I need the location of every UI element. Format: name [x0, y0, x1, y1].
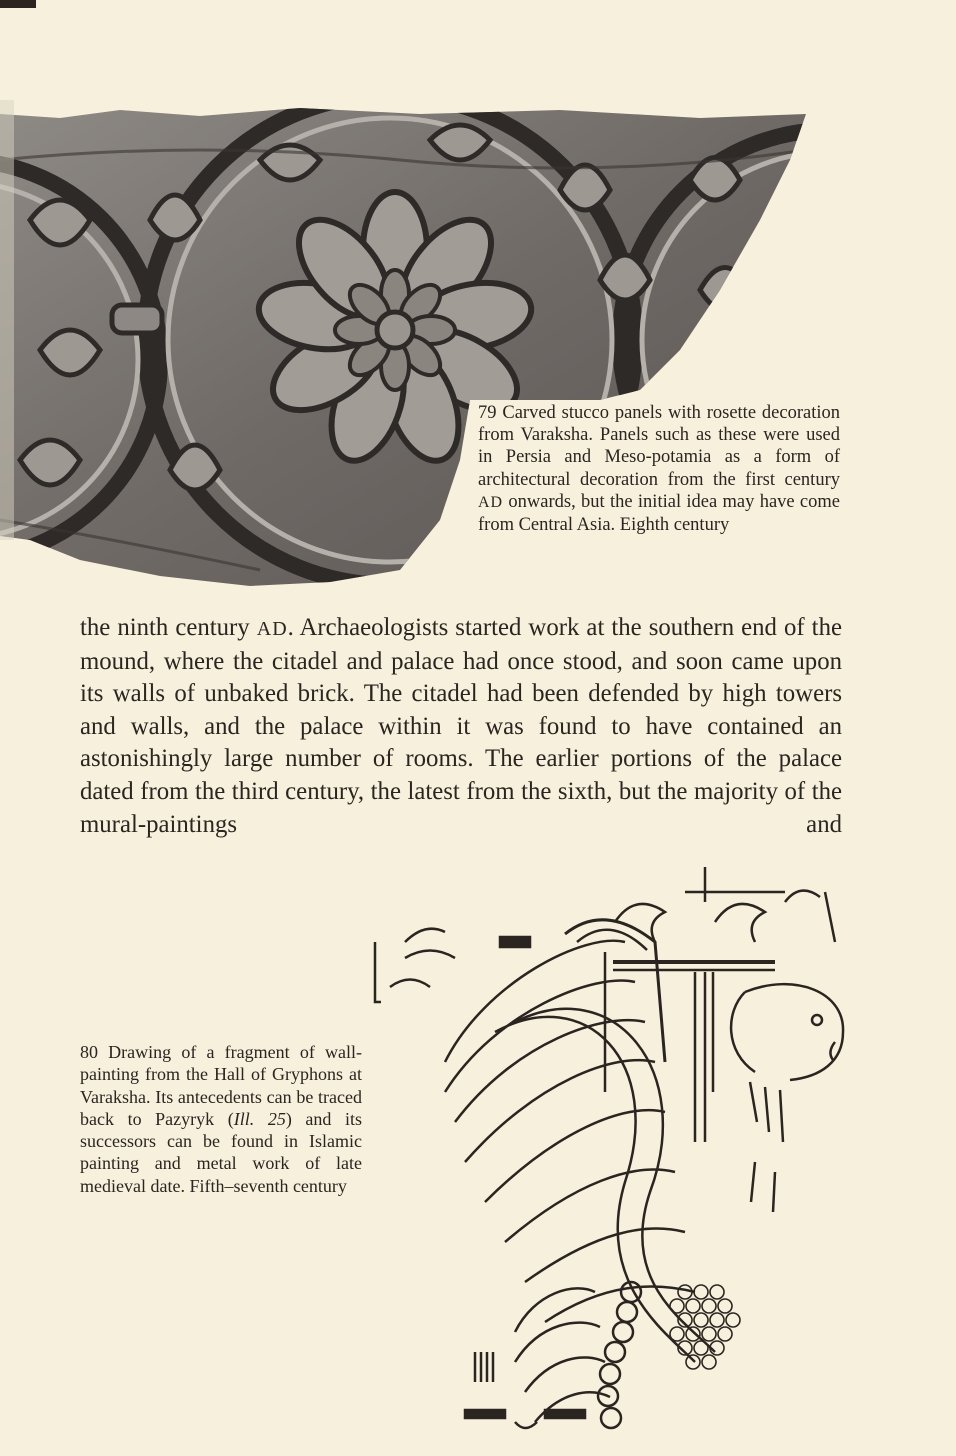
- caption-79-text-1: 79 Carved stucco panels with rosette decoration from Varaksha. Panels such as these were used in Persia and Meso-potamia as a form of architectural decoration from the first century: [478, 403, 840, 490]
- caption-79-era: AD: [478, 493, 504, 511]
- body-text-1: the ninth century: [80, 614, 257, 641]
- figure-80-gryphon-drawing: [365, 862, 850, 1456]
- figure-80-caption: [80, 1041, 362, 1197]
- caption-79-text-2: onwards, but the initial idea may have come from Central Asia. Eighth century: [478, 491, 840, 536]
- body-paragraph: [80, 612, 842, 841]
- caption-80-text-1: 80 Drawing of a fragment of wall-painting from the Hall of Gryphons at Varaksha. Its antecedents can be traced back to Pazyryk (: [80, 1042, 362, 1129]
- caption-80-ill-ref: Ill. 25: [233, 1108, 286, 1129]
- body-era: AD: [256, 618, 288, 640]
- scan-corner-mark: [0, 0, 36, 8]
- body-text-2: . Archaeologists started work at the southern end of the mound, where the citadel and palace had once stood, and soon came upon its walls of unbaked brick. The citadel had been defended by high towers and walls, and the palace within it was found to have contained an astonishingly large number of rooms. The earlier portions of the palace dated from the third century, the latest from the sixth, but the majority of the mural-paintings and: [80, 614, 842, 838]
- caption-80-text-2: ) and its successors can be found in Islamic painting and metal work of late medieval date. Fifth–seventh century: [80, 1108, 362, 1196]
- figure-79-caption: [478, 402, 840, 536]
